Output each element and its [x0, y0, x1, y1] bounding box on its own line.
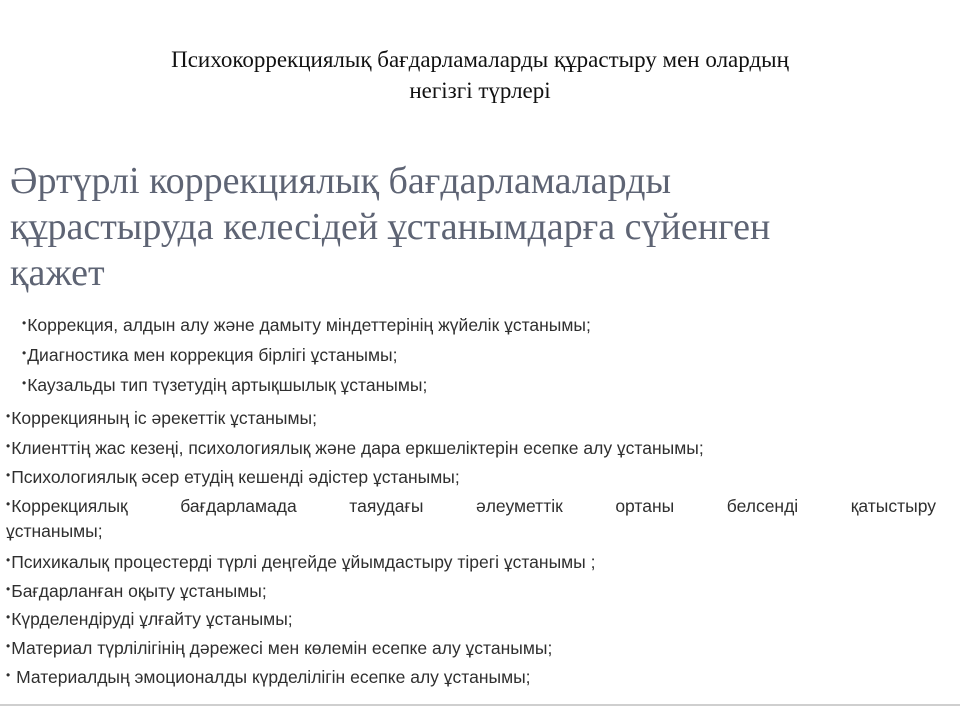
bullet-dot-icon: •: [22, 316, 27, 330]
list-item: [6, 547, 596, 576]
bullet-dot-icon: •: [22, 376, 27, 390]
bullet-dot-icon: •: [6, 439, 11, 453]
list-item: [6, 433, 704, 462]
bottom-divider: [0, 704, 960, 706]
list-item-text: Коррекция, алдын алу және дамыту міндеттерінің жүйелік ұстанымы;: [27, 315, 591, 335]
list-item-text: Күрделендіруді ұлғайту ұстанымы;: [11, 609, 293, 629]
bullet-dot-icon: •: [6, 610, 11, 624]
list-item: [6, 576, 267, 605]
list-item: [6, 604, 293, 633]
main-heading: [10, 158, 930, 296]
main-heading-line-2: құрастыруда келесідей ұстанымдарға сүйенген: [10, 206, 771, 248]
list-item-continuation: [6, 518, 103, 545]
list-item: [22, 340, 397, 369]
slide-title-line-1: Психокоррекциялық бағдарламаларды құрастыру мен олардың: [171, 47, 789, 72]
main-heading-line-1: Әртүрлі коррекциялық бағдарламаларды: [10, 160, 672, 202]
list-item: [6, 462, 460, 491]
list-item: [22, 370, 427, 399]
list-item-text: Психологиялық әсер етудің кешенді әдістер ұстанымы;: [11, 467, 460, 487]
list-item: [6, 403, 317, 432]
list-item: [6, 491, 936, 520]
bullet-dot-icon: •: [22, 346, 27, 360]
slide-title: [60, 44, 900, 106]
list-item-text: Каузальды тип түзетудің артықшылық ұстанымы;: [27, 375, 428, 395]
bullet-dot-icon: •: [6, 582, 11, 596]
list-item-text: Диагностика мен коррекция бірлігі ұстанымы;: [27, 345, 398, 365]
list-item-text: Материалдың эмоционалды күрделілігін есепке алу ұстанымы;: [11, 667, 531, 687]
list-item-text: Коррекцияның іс әрекеттік ұстанымы;: [11, 408, 317, 428]
slide-title-line-2: негізгі түрлері: [409, 78, 551, 103]
main-heading-line-3: қажет: [10, 252, 105, 294]
list-item: [22, 310, 591, 339]
bullet-dot-icon: •: [6, 409, 11, 423]
list-item-text: Материал түрлілігінің дәрежесі мен көлемін есепке алу ұстанымы;: [11, 638, 553, 658]
list-item-text: ұстнанымы;: [6, 521, 103, 541]
bullet-dot-icon: •: [6, 553, 11, 567]
list-item: [6, 633, 552, 662]
list-item: [6, 662, 531, 691]
bullet-dot-icon: •: [6, 468, 11, 482]
list-item-text: Коррекциялық бағдарламада таяудағы әлеуметтік ортаны белсенді қатыстыру: [11, 496, 936, 516]
list-item-text: Психикалық процестерді түрлі деңгейде ұйымдастыру тірегі ұстанымы ;: [11, 552, 596, 572]
bullet-dot-icon: •: [6, 639, 11, 653]
list-item-text: Бағдарланған оқыту ұстанымы;: [11, 581, 267, 601]
list-item-text: Клиенттің жас кезеңі, психологиялық және дара еркшеліктерін есепке алу ұстанымы;: [11, 438, 704, 458]
bullet-dot-icon: •: [6, 668, 11, 682]
bullet-dot-icon: •: [6, 497, 11, 511]
